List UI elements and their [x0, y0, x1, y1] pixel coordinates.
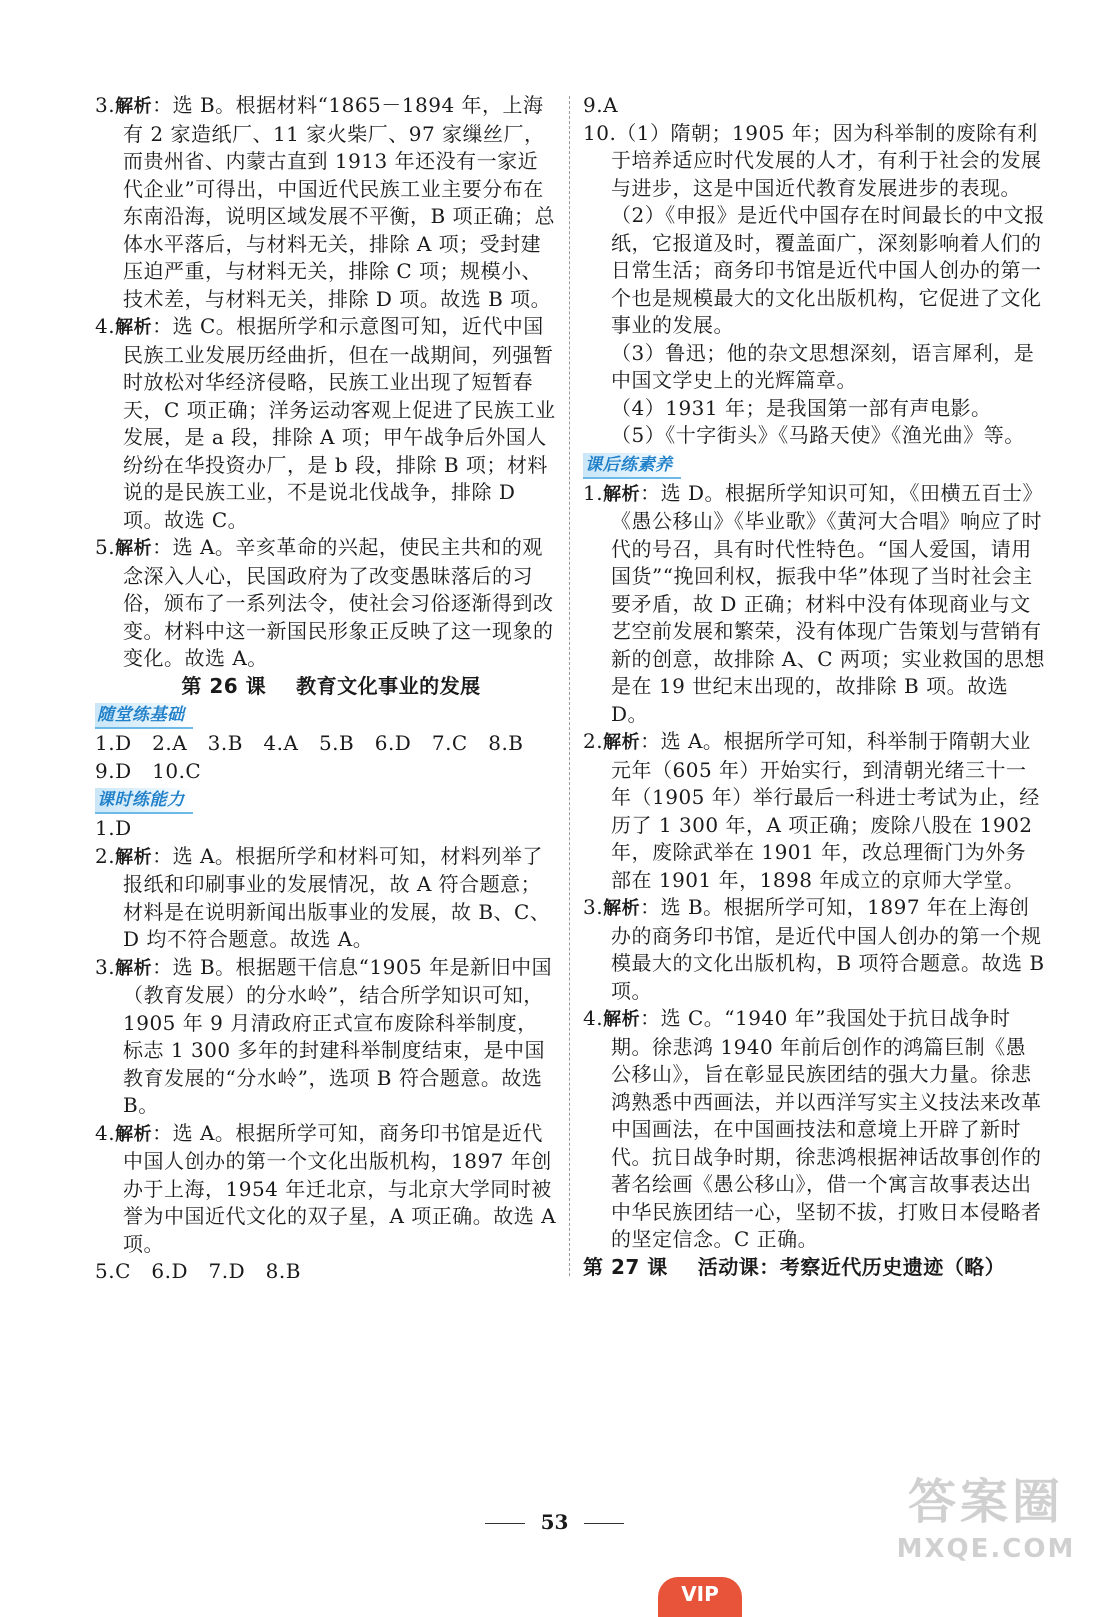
item-number: 2.	[95, 843, 116, 868]
lesson-27-heading	[583, 1254, 1045, 1282]
answer-item	[95, 954, 557, 1120]
lesson-title: 教育文化事业的发展	[296, 673, 481, 698]
analysis-text: ：选 A。根据所学可知，商务印书馆是近代中国人创办的第一个文化出版机构，1897 年创办于上海，1954 年迁北京，与北京大学同时被誉为中国近代文化的双子星，A 项正确。故选 A 项。	[123, 1120, 557, 1256]
analysis-text: ：选 A。辛亥革命的兴起，使民主共和的观念深入人心，民国政府为了改变愚昧落后的习俗，颁布了一系列法令，使社会习俗逐渐得到改变。材料中这一新国民形象正反映了这一现象的变化。故选 A。	[123, 535, 554, 670]
left-column	[95, 92, 557, 1286]
lesson-26-heading	[95, 673, 557, 701]
analysis-text: ：选 B。根据材料“1865－1894 年，上海有 2 家造纸厂、11 家火柴厂、97 家缫丝厂，而贵州省、内蒙古直到 1913 年还没有一家近代企业”可得出，中国近代民族工业主要分布在东南沿海，说明区域发展不平衡，B 项正确；总体水平落后，与材料无关，排除 A 项；受封建压迫严重，与材料无关，排除 C 项；规模小、技术差，与材料无关，排除 D 项。故选 B 项。	[123, 93, 556, 311]
item-number: 4.	[95, 314, 116, 338]
item-number: 4.	[583, 1006, 604, 1030]
lesson-number: 第 27 课	[583, 1254, 668, 1279]
analysis-label: 解析	[115, 96, 153, 117]
answer-item	[583, 728, 1045, 894]
analysis-text: ：选 A。根据所学可知，科举制于隋朝大业元年（605 年）开始实行，到清朝光绪三十一年（1905 年）举行最后一科进士考试为止，经历了 1 300 年，A 项正确；废除八股在 1902 年，废除武举在 1901 年，改总理衙门为外务部在 1901 年，1898 年成立的京师大学堂。	[611, 729, 1040, 892]
analysis-text: ：选 B。根据题干信息“1905 年是新旧中国（教育发展）的分水岭”，结合所学知识可知，1905 年 9 月清政府正式宣布废除科举制度，标志 1 300 多年的封建科举制度结束，是中国教育发展的“分水岭”，选项 B 符合题意。故选 B。	[123, 954, 553, 1117]
analysis-label: 解析	[115, 317, 153, 338]
page-number-dash	[584, 1523, 624, 1524]
sub-answer: （5）《十字街头》《马路天使》《渔光曲》等。	[611, 423, 1025, 447]
choice-answers-line: 1.D 2.A 3.B 4.A 5.B 6.D 7.C 8.B	[95, 731, 524, 755]
item-number: 5.	[95, 535, 116, 559]
watermark-url-text: MXQE.COM	[896, 1534, 1076, 1564]
section-label-ability: 课时练能力	[95, 788, 193, 814]
analysis-text: ：选 D。根据所学知识可知，《田横五百士》《愚公移山》《毕业歌》《黄河大合唱》响应了时代的号召，具有时代性特色。“国人爱国，请用国货”“挽回利权，振我中华”体现了当时社会主要矛盾，故 D 正确；材料中没有体现商业与文艺空前发展和繁荣，没有体现广告策划与营销有新的创意，故排除 A、C 两项；实业救国的思想是在 19 世纪末出现的，故排除 B 项。故选 D。	[611, 480, 1045, 726]
analysis-label: 解析	[115, 957, 153, 979]
sub-answer: （3）鲁迅；他的杂文思想深刻，语言犀利，是中国文学史上的光辉篇章。	[611, 340, 1035, 392]
analysis-label: 解析	[603, 483, 641, 505]
page-number-text: 53	[540, 1510, 569, 1534]
answer-item	[95, 313, 557, 534]
choice-answers-line: 5.C 6.D 7.D 8.B	[95, 1259, 301, 1283]
site-watermark	[881, 1472, 1091, 1582]
watermark-logo-text: 答案圈	[907, 1474, 1064, 1530]
analysis-label: 解析	[115, 846, 153, 868]
right-column	[583, 92, 1045, 1281]
sub-answer: （2）《申报》是近代中国存在时间最长的中文报纸，它报道及时，覆盖面广，深刻影响着人们的日常生活；商务印书馆是近代中国人创办的第一个也是规模最大的文化出版机构，它促进了文化事业的发展。	[611, 203, 1045, 337]
vip-badge[interactable]: VIP	[658, 1577, 742, 1617]
page-number-dash	[485, 1523, 525, 1524]
analysis-text: ：选 B。根据所学可知，1897 年在上海创办的商务印书馆，是近代中国人创办的第一个规模最大的文化出版机构，B 项符合题意。故选 B 项。	[611, 895, 1045, 1003]
answer-item	[583, 1005, 1045, 1254]
analysis-text: ：选 A。根据所学和材料可知，材料列举了报纸和印刷事业的发展情况，故 A 符合题意；材料是在说明新闻出版事业的发展，故 B、C、D 均不符合题意。故选 A。	[123, 843, 551, 951]
answer-item	[583, 480, 1045, 729]
item-number: 3.	[583, 895, 604, 919]
answer-item	[95, 92, 557, 313]
item-number: 4.	[95, 1120, 116, 1145]
answer-item	[583, 894, 1045, 1005]
answer-item	[95, 1120, 557, 1259]
item-number: 3.	[95, 93, 116, 117]
item-number: 3.	[95, 954, 116, 979]
lesson-title: 活动课：考察近代历史遗迹（略）	[697, 1254, 1006, 1279]
answer-item	[95, 843, 557, 954]
item-number: 2.	[583, 729, 604, 753]
section-label-literacy: 课后练素养	[583, 453, 681, 479]
item-number: 10.	[583, 120, 617, 145]
item-number: 1.	[583, 480, 604, 505]
analysis-label: 解析	[603, 898, 641, 919]
choice-answers-line: 9.D 10.C	[95, 758, 202, 783]
choice-answers-line: 1.D	[95, 816, 132, 840]
choice-answers-line: 9.A	[583, 93, 619, 117]
analysis-label: 解析	[115, 1123, 153, 1145]
analysis-text: ：选 C。根据所学和示意图可知，近代中国民族工业发展历经曲折，但在一战期间，列强暂时放松对华经济侵略，民族工业出现了短暂春天，C 项正确；洋务运动客观上促进了民族工业发展，是 a 段，排除 A 项；甲午战争后外国人纷纷在华投资办厂，是 b 段，排除 B 项；材料说的是民族工业，不是说北伐战争，排除 D 项。故选 C。	[123, 314, 556, 532]
column-divider	[569, 96, 570, 1276]
analysis-label: 解析	[115, 538, 153, 559]
analysis-label: 解析	[603, 1009, 641, 1030]
answer-item	[95, 534, 557, 673]
analysis-text: ：选 C。“1940 年”我国处于抗日战争时期。徐悲鸿 1940 年前后创作的鸿篇巨制《愚公移山》，旨在彰显民族团结的强大力量。徐悲鸿熟悉中西画法，并以西洋写实主义技法来改革中国画法，在中国画技法和意境上开辟了新时代。抗日战争时期，徐悲鸿根据神话故事创作的著名绘画《愚公移山》，借一个寓言故事表达出中华民族团结一心，坚韧不拔，打败日本侵略者的坚定信念。C 正确。	[611, 1006, 1042, 1251]
section-label-basic: 随堂练基础	[95, 703, 193, 729]
analysis-label: 解析	[603, 732, 641, 753]
sub-answer: （4）1931 年；是我国第一部有声电影。	[611, 395, 992, 420]
lesson-number: 第 26 课	[181, 673, 267, 698]
answer-item	[583, 120, 1045, 203]
sub-answer: （1）隋朝；1905 年；因为科举制的废除有利于培养适应时代发展的人才，有利于社会的发展与进步，这是中国近代教育发展进步的表现。	[611, 120, 1042, 200]
